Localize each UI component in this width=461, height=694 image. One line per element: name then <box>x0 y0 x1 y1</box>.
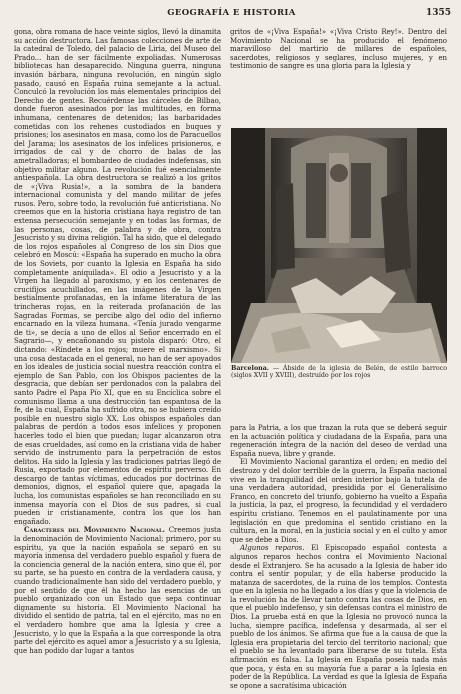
page-number: 1355 <box>425 8 451 18</box>
church-apse-ruins-photo <box>231 128 447 363</box>
right-paragraph-2: El Movimiento Nacional garantiza el orden; en medio del destrozo y del dolor terrible de la guerra, la España nacional vive en la tranquilidad del orden interior bajo la tutela de una verdadera autoridad, presidida por el Generalísimo Franco, en concreto del triunfo, gobierno ha vuelto a España la justicia, la paz, el progreso, la fecundidad y el verdadero espíritu cristiano. Tenemos en el paulatinamente por una legislación en que predomina el sentido cristiano en la cultura, en la moral, en la justicia social y en el culto y amor que se debe a Dios. <box>230 457 447 544</box>
section-heading-caracteres: Caracteres del Movimiento Nacional. <box>24 525 165 535</box>
caption-place: Barcelona. <box>231 365 270 372</box>
running-title: GEOGRAFÍA E HISTORIA <box>167 8 296 18</box>
page-header <box>12 8 451 20</box>
left-paragraph-1: gona, obra romana de hace veinte siglos, llevó la dinamita su acción destructora. Las famosas colecciones de arte de la catedral de Toledo, del palacio de Liria, del Museo del Prado... han de ser fácilmente expoliadas. Numerosas bibliotecas han desaparecido. Ninguna guerra, ninguna invasión bárbara, ninguna revolución, en ningún siglo pasado, causó en España ruina semejante a la actual. Conculcó la revolución los más elementales principios del Derecho de gentes. Recuérdense las cárceles de Bilbao, donde fueron asesinados por las multitudes, en forma inhumana, centenares de detenidos; las barbaridades cometidas con los rehenes custodiados en buques y prisiones; los asesinatos en masa, como los de Paracuellos del Jarama; los asesinatos de los infelices prisioneros, e irrigados de cal y de chorro de balas de las ametralladoras; el bombardeo de ciudades indefensas, sin objetivo militar alguno. La revolución fué esencialmente antiespañola. La obra destructora se realizó a los gritos de «¡Viva Rusia!», a la sombra de la bandera internacional comunista y del mando militar de jefes rusos. Pero, sobre todo, la revolución fué anticristiana. No creemos que en la historia cristiana haya registro de tan extensa persecución semejante y en todas las formas, de las personas, cosas, de palabra y de obra, contra Jesucristo y su divina religión. Tal ha sido, que el delegado de los rojos españoles al Congreso de los sin Dios que celebró en Moscú: «España ha superado en mucho la obra de los Soviets, por cuanto la Iglesia en España ha sido completamente aniquilada». El odio a Jesucristo y a la Virgen ha llegado al paroxismo, y en los centenares de crucifijos acuchillados, en las imágenes de la Virgen bestialmente profanadas, en la infame literatura de las trincheras rojas, en la reiterada profanación de las Sagradas Formas, se percibe algo del odio del infierno encarnado en la vileza humana. «Tenía jurado vengarme de ti», se decía a uno de ellos al Señor encerrado en el Sagrario—, y encañonando su pistola disparó: Otro, el dictando: «Ríndete a los rojos; muere el marxismo». Si una cosa destacada en el general, no han de ser apoyados en los ideales de justicia social nuestra reacción contra el ejemplo de San Pablo, con los Obispos pacientes de la desgracia, que debían ser perdonados con la palabra del santo Padre el Papa Pío XI, que en su Encíclica sobre el comunismo llama a una destrucción tan espantosa de la fe, de la cual, España ha sufrido otra, no se hubiera creído posible en nuestro siglo XX. Los obispos españoles dan palabras de perdón a todos esos infelices y proponen hacerles todo el bien que puedan; lugar alcanzaron otra de esas crueldades, así como en la cristiana vida de haber servido de instrumento para la perpetración de estos delitos. Ha sido la Iglesia y las tradiciones patrias llegó de Rusia, exportado por elementos de espíritu perverso. En descargo de tantas víctimas, educados por doctrinas de demonios, dignos, el español quiere que, apagada la lucha, los comunistas españoles se han reconciliado en su inmensa mayoría con el Dios de sus padres, si cual pueden ir cristianamente, contra los que los han engañado. <box>14 27 221 526</box>
right-paragraph-top: gritos de «¡Viva España!» «¡Viva Cristo Rey!». Dentro del Movimiento Nacional se ha producido el fenómeno maravilloso del martirio de millares de españoles, sacerdotes, religiosos y seglares, incluso mujeres, y en testimonio de sangre es una gloria para la Iglesia y <box>230 27 447 71</box>
right-column-top <box>230 28 447 124</box>
figure-caption <box>231 365 447 380</box>
right-column-bottom <box>230 423 447 690</box>
left-column <box>14 28 221 684</box>
right-paragraph-1: para la Patria, a los que trazan la ruta que se deberá seguir en la actuación política y ciudadana de la España, para una regeneración íntegra de la nación del deseo de verdad una España nueva, libre y grande. <box>230 423 447 458</box>
right-paragraph-3: El Episcopado español contesta a algunos reparos hechos contra el Movimiento Nacional desde el Extranjero. Se ha acusado a la Iglesia de haber ido contra el sentir popular, y de ella haberse producido la matanza de sacerdotes, de la ruina de los templos. Contesta que en la iglesia no ha llegado a los días y que la violencia de la revolución ha de llevar tanto contra las cosas de Dios, en que el pueblo indefenso, y sin defensas contra el ministro de Dios. La prueba está en que la Iglesia no provocó nunca la lucha, siempre pacífica, indefensa y desarmada, al ser el pueblo de los ánimos. Se afirma que fue a la causa de que la Iglesia era propietaria del tercio del territorio nacional; que el pueblo se ha levantado para liberarse de su tutela. Esta afirmación es falsa. La Iglesia en España poseía nada más que poca, y ésta en su mayoría fue a parar a la Iglesia en poder de la República. La verdad es que la Iglesia de España se opone a sacratísima ubicación <box>230 543 447 690</box>
section-heading-reparos: Algunos reparos. <box>240 543 305 553</box>
left-paragraph-2: Creemos justa la denominación de Movimiento Nacional; primero, por su espíritu, ya que la nación española se separó en su mayoría inmensa del verdadero pueblo español y fuera de la conciencia general de la nación entera, sino que él, por su parte, se ha puesto en contra de la verdadera causa, y cuando tradicionalmente han sido del verdadero pueblo, y por el sentido de que él ha hecho las esencias de un pueblo organizado con un Estado que sepa continuar dignamente su historia. El Movimiento Nacional ha dividido el sentido de patria, tal en el ejército, mas no en el verdadero hombre que ama la Iglesia y cree a Jesucristo, y lo que la España a la que corresponde la otra parte del ejército es aquel amor a Jesucristo y a su Iglesia, que han podido dar lugar a tantos <box>14 525 221 655</box>
caption-text: — Ábside de la iglesia de Belén, de estilo barroco (siglos XVII y XVIII), destruído por los rojos <box>231 365 447 380</box>
ruins-illustration <box>231 128 447 363</box>
figure <box>231 128 447 383</box>
